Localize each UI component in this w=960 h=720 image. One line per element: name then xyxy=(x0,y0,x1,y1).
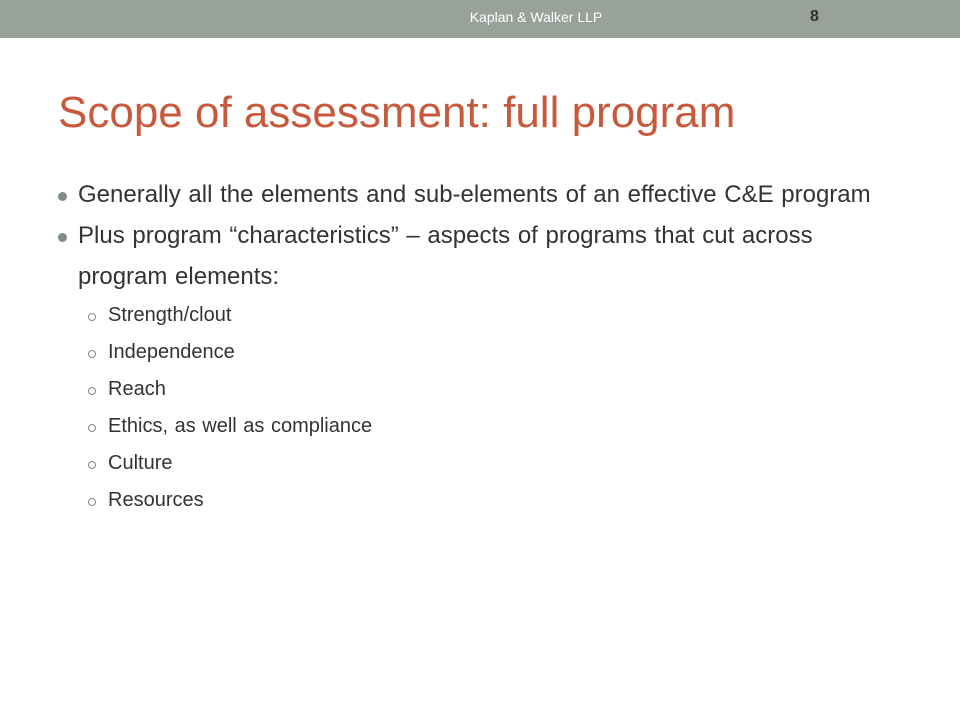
sub-bullet-item xyxy=(88,482,908,519)
sub-bullet-text: Resources xyxy=(108,489,204,511)
bullet-dot-icon xyxy=(58,233,67,242)
circle-bullet-icon xyxy=(88,461,96,469)
circle-bullet-icon xyxy=(88,424,96,432)
circle-bullet-icon xyxy=(88,313,96,321)
circle-bullet-icon xyxy=(88,387,96,395)
bullet-item xyxy=(58,215,908,519)
slide-title: Scope of assessment: full program xyxy=(58,88,736,137)
sub-bullet-text: Reach xyxy=(108,378,166,400)
bullet-dot-icon xyxy=(58,192,67,201)
circle-bullet-icon xyxy=(88,498,96,506)
sub-bullet-item xyxy=(88,297,908,334)
circle-bullet-icon xyxy=(88,350,96,358)
sub-bullet-text: Independence xyxy=(108,341,235,363)
sub-bullet-text: Strength/clout xyxy=(108,304,232,326)
sub-bullet-text: Ethics, as well as compliance xyxy=(108,415,373,437)
sub-bullet-item xyxy=(88,408,908,445)
sub-bullet-item xyxy=(88,334,908,371)
sub-bullet-item xyxy=(88,371,908,408)
footer-text: Kaplan & Walker LLP xyxy=(469,9,603,25)
bullet-list xyxy=(58,174,908,519)
sub-bullet-item xyxy=(88,445,908,482)
sub-bullet-text: Culture xyxy=(108,452,173,474)
slide-number: 8 xyxy=(810,8,819,25)
bullet-text: Generally all the elements and sub-elements of an effective C&E program xyxy=(78,181,871,208)
sub-bullet-list xyxy=(78,297,908,519)
header-bar xyxy=(0,0,960,38)
bullet-item xyxy=(58,174,908,215)
bullet-text: Plus program “characteristics” – aspects of programs that cut across program elements: xyxy=(78,222,813,290)
